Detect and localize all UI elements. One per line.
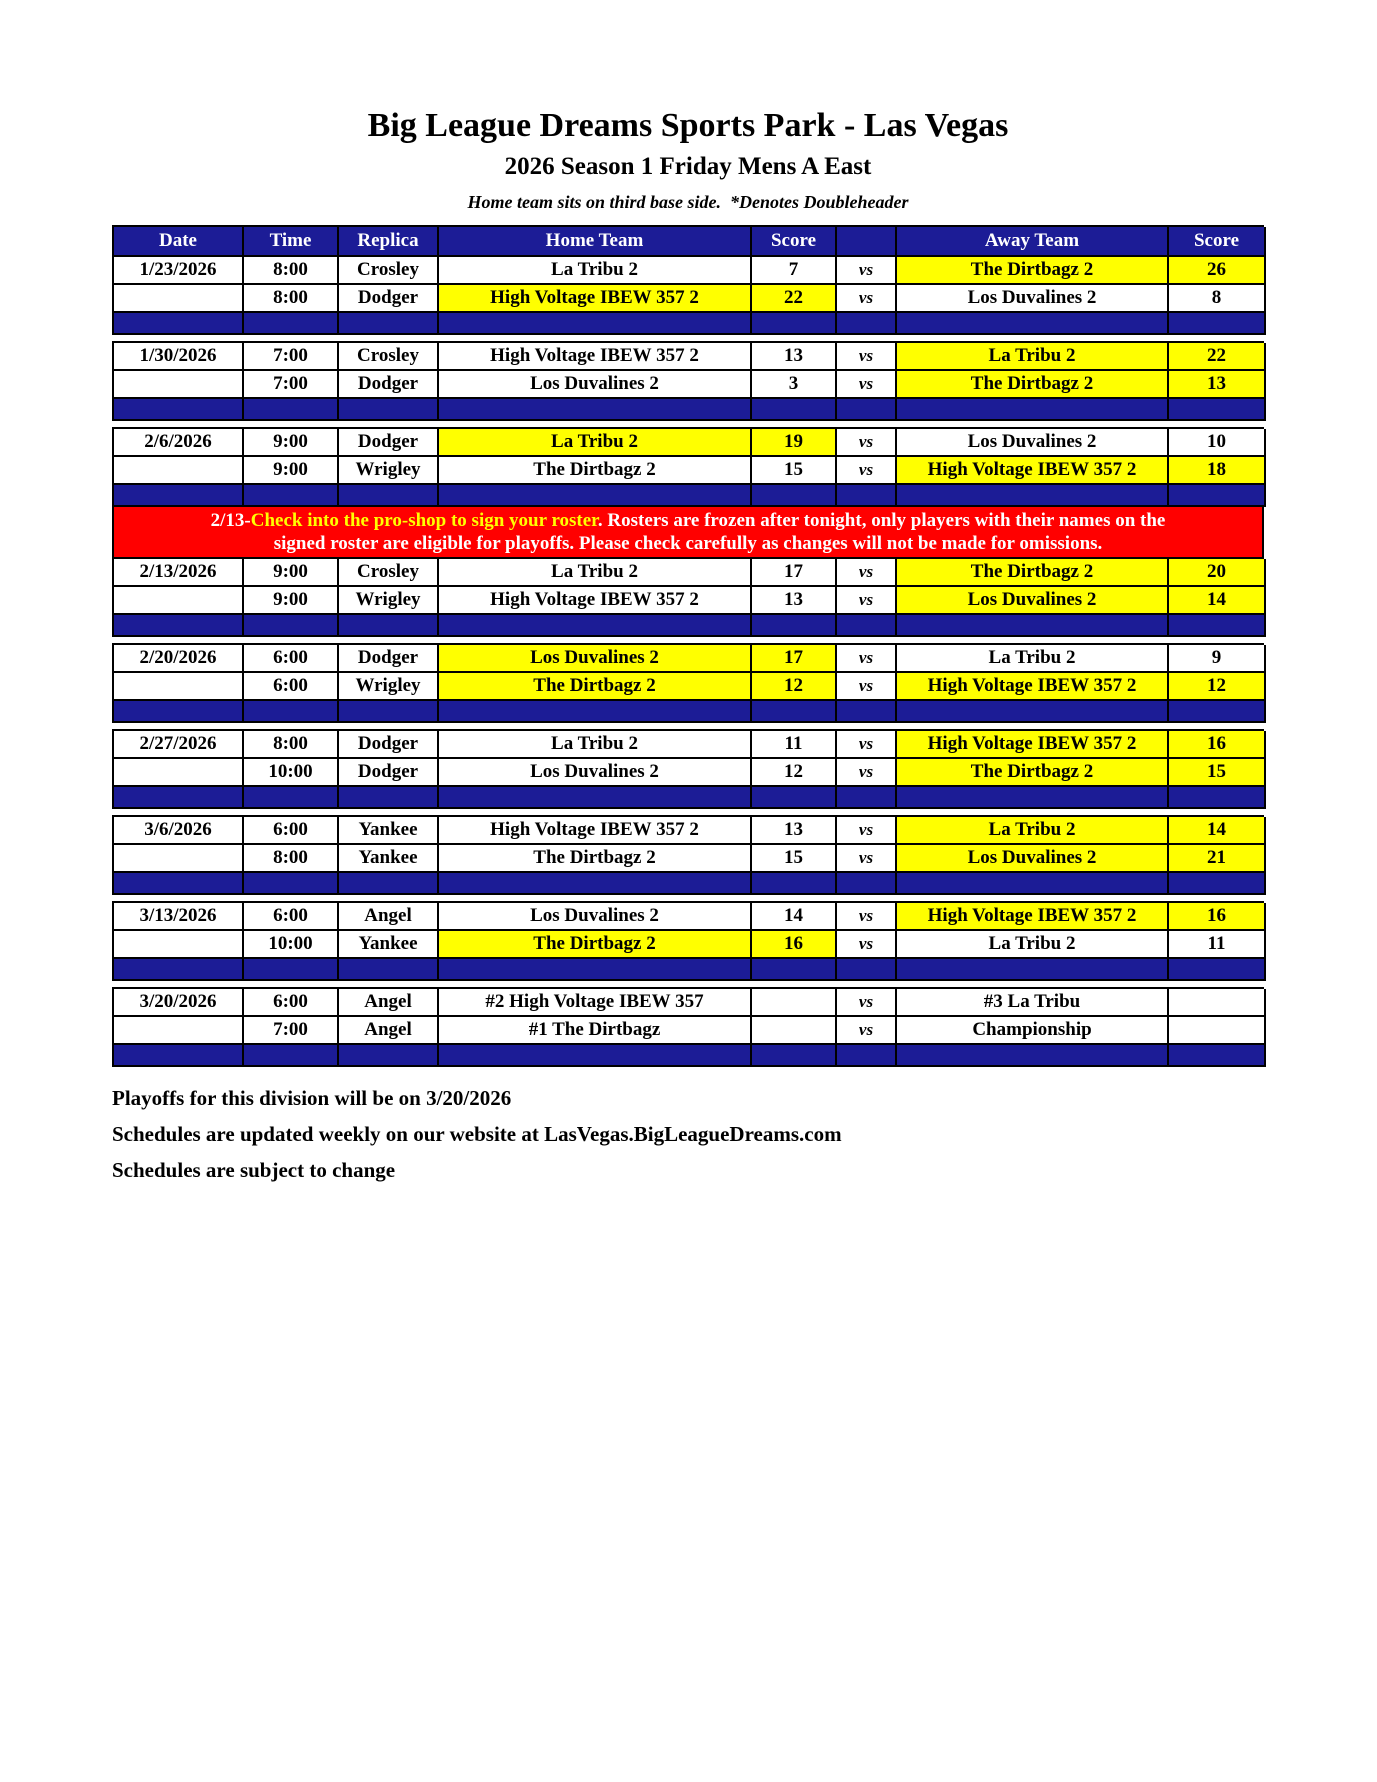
separator-cell (1169, 959, 1266, 981)
separator-cell (897, 701, 1169, 723)
home-team-cell: The Dirtbagz 2 (439, 457, 752, 485)
separator-cell (339, 1045, 439, 1067)
date-cell: 2/20/2026 (114, 645, 244, 673)
away-score-cell (1169, 1017, 1266, 1045)
vs-cell: vs (837, 731, 897, 759)
separator-cell (114, 485, 244, 507)
separator-cell (1169, 399, 1266, 421)
time-cell: 9:00 (244, 457, 339, 485)
separator-row (112, 615, 1264, 637)
separator-row (112, 1045, 1264, 1067)
home-team-cell: High Voltage IBEW 357 2 (439, 343, 752, 371)
vs-cell: vs (837, 673, 897, 701)
game-row (112, 901, 1264, 931)
replica-cell: Crosley (339, 257, 439, 285)
game-row (112, 587, 1264, 615)
separator-cell (752, 485, 837, 507)
date-cell (114, 759, 244, 787)
game-row (112, 559, 1264, 587)
away-score-cell: 15 (1169, 759, 1266, 787)
separator-cell (339, 399, 439, 421)
separator-cell (897, 959, 1169, 981)
separator-cell (752, 399, 837, 421)
replica-cell: Wrigley (339, 587, 439, 615)
home-score-cell: 22 (752, 285, 837, 313)
home-score-cell: 17 (752, 559, 837, 587)
away-team-cell: Championship (897, 1017, 1169, 1045)
header-home-team: Home Team (439, 227, 752, 257)
game-row (112, 845, 1264, 873)
home-team-cell: Los Duvalines 2 (439, 645, 752, 673)
replica-cell: Dodger (339, 759, 439, 787)
separator-cell (244, 615, 339, 637)
separator-row (112, 787, 1264, 809)
away-score-cell: 16 (1169, 731, 1266, 759)
game-row (112, 427, 1264, 457)
separator-row (112, 701, 1264, 723)
away-team-cell: High Voltage IBEW 357 2 (897, 673, 1169, 701)
separator-cell (339, 615, 439, 637)
date-cell: 2/6/2026 (114, 429, 244, 457)
away-score-cell: 16 (1169, 903, 1266, 931)
footer-change-note: Schedules are subject to change (112, 1158, 396, 1182)
separator-cell (897, 313, 1169, 335)
away-team-cell: High Voltage IBEW 357 2 (897, 457, 1169, 485)
replica-cell: Wrigley (339, 673, 439, 701)
separator-cell (244, 485, 339, 507)
separator-cell (1169, 701, 1266, 723)
away-team-cell: The Dirtbagz 2 (897, 257, 1169, 285)
footer-website-note: Schedules are updated weekly on our website at LasVegas.BigLeagueDreams.com (112, 1122, 842, 1146)
home-score-cell: 16 (752, 931, 837, 959)
separator-cell (339, 313, 439, 335)
home-team-cell: High Voltage IBEW 357 2 (439, 285, 752, 313)
time-cell: 7:00 (244, 343, 339, 371)
separator-cell (439, 787, 752, 809)
separator-cell (114, 615, 244, 637)
time-cell: 10:00 (244, 931, 339, 959)
away-score-cell: 22 (1169, 343, 1266, 371)
date-cell: 1/30/2026 (114, 343, 244, 371)
time-cell: 7:00 (244, 371, 339, 399)
roster-banner-text: 2/13- (210, 510, 251, 531)
home-score-cell: 14 (752, 903, 837, 931)
home-team-cell: High Voltage IBEW 357 2 (439, 817, 752, 845)
home-score-cell: 13 (752, 817, 837, 845)
date-cell: 3/13/2026 (114, 903, 244, 931)
home-team-cell: La Tribu 2 (439, 731, 752, 759)
separator-cell (439, 615, 752, 637)
separator-cell (439, 1045, 752, 1067)
home-team-cell: Los Duvalines 2 (439, 371, 752, 399)
time-cell: 6:00 (244, 989, 339, 1017)
date-cell: 3/6/2026 (114, 817, 244, 845)
game-row (112, 931, 1264, 959)
separator-cell (897, 787, 1169, 809)
date-cell: 2/27/2026 (114, 731, 244, 759)
home-score-cell: 7 (752, 257, 837, 285)
away-score-cell (1169, 989, 1266, 1017)
replica-cell: Dodger (339, 429, 439, 457)
vs-cell: vs (837, 1017, 897, 1045)
separator-cell (837, 1045, 897, 1067)
vs-cell: vs (837, 817, 897, 845)
date-cell (114, 673, 244, 701)
time-cell: 7:00 (244, 1017, 339, 1045)
separator-row (112, 959, 1264, 981)
date-cell (114, 931, 244, 959)
separator-cell (439, 959, 752, 981)
separator-cell (897, 615, 1169, 637)
time-cell: 8:00 (244, 257, 339, 285)
home-team-cell: #2 High Voltage IBEW 357 (439, 989, 752, 1017)
header-time: Time (244, 227, 339, 257)
replica-cell: Yankee (339, 931, 439, 959)
separator-cell (837, 615, 897, 637)
home-team-cell: Los Duvalines 2 (439, 903, 752, 931)
home-score-cell: 13 (752, 343, 837, 371)
page-tagline: Home team sits on third base side. *Denotes Doubleheader (467, 192, 909, 212)
away-team-cell: Los Duvalines 2 (897, 587, 1169, 615)
separator-cell (837, 873, 897, 895)
separator-cell (244, 1045, 339, 1067)
time-cell: 8:00 (244, 845, 339, 873)
home-team-cell: La Tribu 2 (439, 559, 752, 587)
replica-cell: Crosley (339, 343, 439, 371)
game-row (112, 1017, 1264, 1045)
separator-row (112, 399, 1264, 421)
home-score-cell (752, 1017, 837, 1045)
away-team-cell: Los Duvalines 2 (897, 285, 1169, 313)
game-row (112, 257, 1264, 285)
replica-cell: Angel (339, 989, 439, 1017)
away-score-cell: 20 (1169, 559, 1266, 587)
game-row (112, 371, 1264, 399)
away-team-cell: #3 La Tribu (897, 989, 1169, 1017)
home-team-cell: High Voltage IBEW 357 2 (439, 587, 752, 615)
time-cell: 9:00 (244, 559, 339, 587)
away-team-cell: Los Duvalines 2 (897, 845, 1169, 873)
separator-cell (752, 615, 837, 637)
separator-cell (897, 485, 1169, 507)
time-cell: 6:00 (244, 817, 339, 845)
away-score-cell: 8 (1169, 285, 1266, 313)
separator-row (112, 313, 1264, 335)
away-score-cell: 14 (1169, 817, 1266, 845)
separator-cell (1169, 485, 1266, 507)
separator-cell (244, 701, 339, 723)
home-score-cell (752, 989, 837, 1017)
home-team-cell: La Tribu 2 (439, 257, 752, 285)
home-team-cell: Los Duvalines 2 (439, 759, 752, 787)
away-team-cell: Los Duvalines 2 (897, 429, 1169, 457)
game-row (112, 759, 1264, 787)
separator-cell (339, 485, 439, 507)
replica-cell: Yankee (339, 817, 439, 845)
separator-cell (114, 787, 244, 809)
separator-cell (114, 313, 244, 335)
game-row (112, 815, 1264, 845)
separator-cell (897, 1045, 1169, 1067)
away-team-cell: La Tribu 2 (897, 645, 1169, 673)
separator-cell (114, 701, 244, 723)
header-replica: Replica (339, 227, 439, 257)
away-score-cell: 10 (1169, 429, 1266, 457)
separator-cell (439, 485, 752, 507)
roster-banner-line2: signed roster are eligible for playoffs. Please check carefully as changes will not be made for omissions. (273, 533, 1103, 554)
footer-playoffs-note: Playoffs for this division will be on 3/20/2026 (112, 1086, 512, 1110)
away-team-cell: La Tribu 2 (897, 931, 1169, 959)
page-title: Big League Dreams Sports Park - Las Vegas (367, 107, 1009, 144)
separator-cell (439, 873, 752, 895)
roster-banner (112, 507, 1264, 559)
home-score-cell: 11 (752, 731, 837, 759)
vs-cell: vs (837, 285, 897, 313)
vs-cell: vs (837, 931, 897, 959)
time-cell: 9:00 (244, 429, 339, 457)
game-row (112, 643, 1264, 673)
separator-cell (114, 1045, 244, 1067)
separator-cell (1169, 615, 1266, 637)
game-row (112, 341, 1264, 371)
time-cell: 9:00 (244, 587, 339, 615)
away-score-cell: 12 (1169, 673, 1266, 701)
separator-cell (244, 873, 339, 895)
home-team-cell: The Dirtbagz 2 (439, 673, 752, 701)
separator-cell (439, 313, 752, 335)
separator-cell (1169, 313, 1266, 335)
separator-cell (897, 399, 1169, 421)
replica-cell: Dodger (339, 371, 439, 399)
home-score-cell: 13 (752, 587, 837, 615)
home-team-cell: La Tribu 2 (439, 429, 752, 457)
away-team-cell: The Dirtbagz 2 (897, 759, 1169, 787)
home-score-cell: 19 (752, 429, 837, 457)
separator-cell (439, 399, 752, 421)
separator-cell (752, 701, 837, 723)
away-score-cell: 21 (1169, 845, 1266, 873)
separator-cell (752, 959, 837, 981)
replica-cell: Angel (339, 903, 439, 931)
vs-cell: vs (837, 989, 897, 1017)
vs-cell: vs (837, 257, 897, 285)
separator-cell (837, 485, 897, 507)
roster-banner-text: Check into the pro-shop to sign your roster (250, 510, 598, 531)
away-team-cell: The Dirtbagz 2 (897, 371, 1169, 399)
home-score-cell: 12 (752, 759, 837, 787)
date-cell (114, 1017, 244, 1045)
date-cell: 1/23/2026 (114, 257, 244, 285)
header-away-team: Away Team (897, 227, 1169, 257)
separator-row (112, 873, 1264, 895)
separator-cell (837, 399, 897, 421)
vs-cell: vs (837, 343, 897, 371)
time-cell: 6:00 (244, 903, 339, 931)
separator-cell (1169, 787, 1266, 809)
separator-cell (339, 787, 439, 809)
time-cell: 6:00 (244, 645, 339, 673)
vs-cell: vs (837, 645, 897, 673)
date-cell: 3/20/2026 (114, 989, 244, 1017)
vs-cell: vs (837, 587, 897, 615)
roster-banner-text: . Rosters are frozen after tonight, only players with their names on the (597, 510, 1166, 531)
home-team-cell: The Dirtbagz 2 (439, 845, 752, 873)
game-row (112, 987, 1264, 1017)
date-cell (114, 285, 244, 313)
separator-cell (752, 873, 837, 895)
away-team-cell: La Tribu 2 (897, 817, 1169, 845)
vs-cell: vs (837, 759, 897, 787)
vs-cell: vs (837, 559, 897, 587)
header-away-score: Score (1169, 227, 1266, 257)
game-row (112, 285, 1264, 313)
time-cell: 6:00 (244, 673, 339, 701)
home-score-cell: 3 (752, 371, 837, 399)
home-team-cell: #1 The Dirtbagz (439, 1017, 752, 1045)
home-score-cell: 15 (752, 845, 837, 873)
home-score-cell: 17 (752, 645, 837, 673)
away-score-cell: 26 (1169, 257, 1266, 285)
away-score-cell: 9 (1169, 645, 1266, 673)
header-vs (837, 227, 897, 257)
away-score-cell: 18 (1169, 457, 1266, 485)
separator-cell (244, 313, 339, 335)
home-score-cell: 15 (752, 457, 837, 485)
date-cell: 2/13/2026 (114, 559, 244, 587)
replica-cell: Angel (339, 1017, 439, 1045)
roster-banner-line1 (114, 509, 1262, 532)
replica-cell: Dodger (339, 645, 439, 673)
separator-cell (1169, 873, 1266, 895)
separator-cell (244, 787, 339, 809)
separator-cell (837, 701, 897, 723)
replica-cell: Dodger (339, 285, 439, 313)
away-score-cell: 13 (1169, 371, 1266, 399)
game-row (112, 729, 1264, 759)
game-row (112, 673, 1264, 701)
separator-cell (339, 873, 439, 895)
date-cell (114, 457, 244, 485)
separator-cell (114, 959, 244, 981)
home-score-cell: 12 (752, 673, 837, 701)
header-home-score: Score (752, 227, 837, 257)
away-team-cell: High Voltage IBEW 357 2 (897, 903, 1169, 931)
separator-cell (244, 959, 339, 981)
vs-cell: vs (837, 845, 897, 873)
separator-cell (752, 1045, 837, 1067)
table-header-row (112, 225, 1264, 257)
separator-cell (752, 313, 837, 335)
page-header (112, 0, 1264, 213)
vs-cell: vs (837, 903, 897, 931)
separator-cell (439, 701, 752, 723)
separator-cell (339, 959, 439, 981)
away-score-cell: 11 (1169, 931, 1266, 959)
replica-cell: Wrigley (339, 457, 439, 485)
replica-cell: Yankee (339, 845, 439, 873)
separator-cell (837, 959, 897, 981)
date-cell (114, 587, 244, 615)
time-cell: 8:00 (244, 285, 339, 313)
date-cell (114, 845, 244, 873)
separator-cell (897, 873, 1169, 895)
schedule-table-body (112, 257, 1264, 1067)
separator-cell (837, 313, 897, 335)
away-team-cell: The Dirtbagz 2 (897, 559, 1169, 587)
game-row (112, 457, 1264, 485)
replica-cell: Dodger (339, 731, 439, 759)
separator-cell (114, 399, 244, 421)
time-cell: 8:00 (244, 731, 339, 759)
date-cell (114, 371, 244, 399)
time-cell: 10:00 (244, 759, 339, 787)
away-team-cell: High Voltage IBEW 357 2 (897, 731, 1169, 759)
separator-row (112, 485, 1264, 507)
away-score-cell: 14 (1169, 587, 1266, 615)
vs-cell: vs (837, 457, 897, 485)
vs-cell: vs (837, 371, 897, 399)
page-subtitle: 2026 Season 1 Friday Mens A East (504, 153, 872, 180)
header-date: Date (114, 227, 244, 257)
home-team-cell: The Dirtbagz 2 (439, 931, 752, 959)
separator-cell (244, 399, 339, 421)
replica-cell: Crosley (339, 559, 439, 587)
separator-cell (1169, 1045, 1266, 1067)
schedule-table (112, 225, 1264, 1067)
away-team-cell: La Tribu 2 (897, 343, 1169, 371)
separator-cell (837, 787, 897, 809)
vs-cell: vs (837, 429, 897, 457)
separator-cell (752, 787, 837, 809)
separator-cell (114, 873, 244, 895)
separator-cell (339, 701, 439, 723)
page-footer (112, 1080, 1377, 1188)
